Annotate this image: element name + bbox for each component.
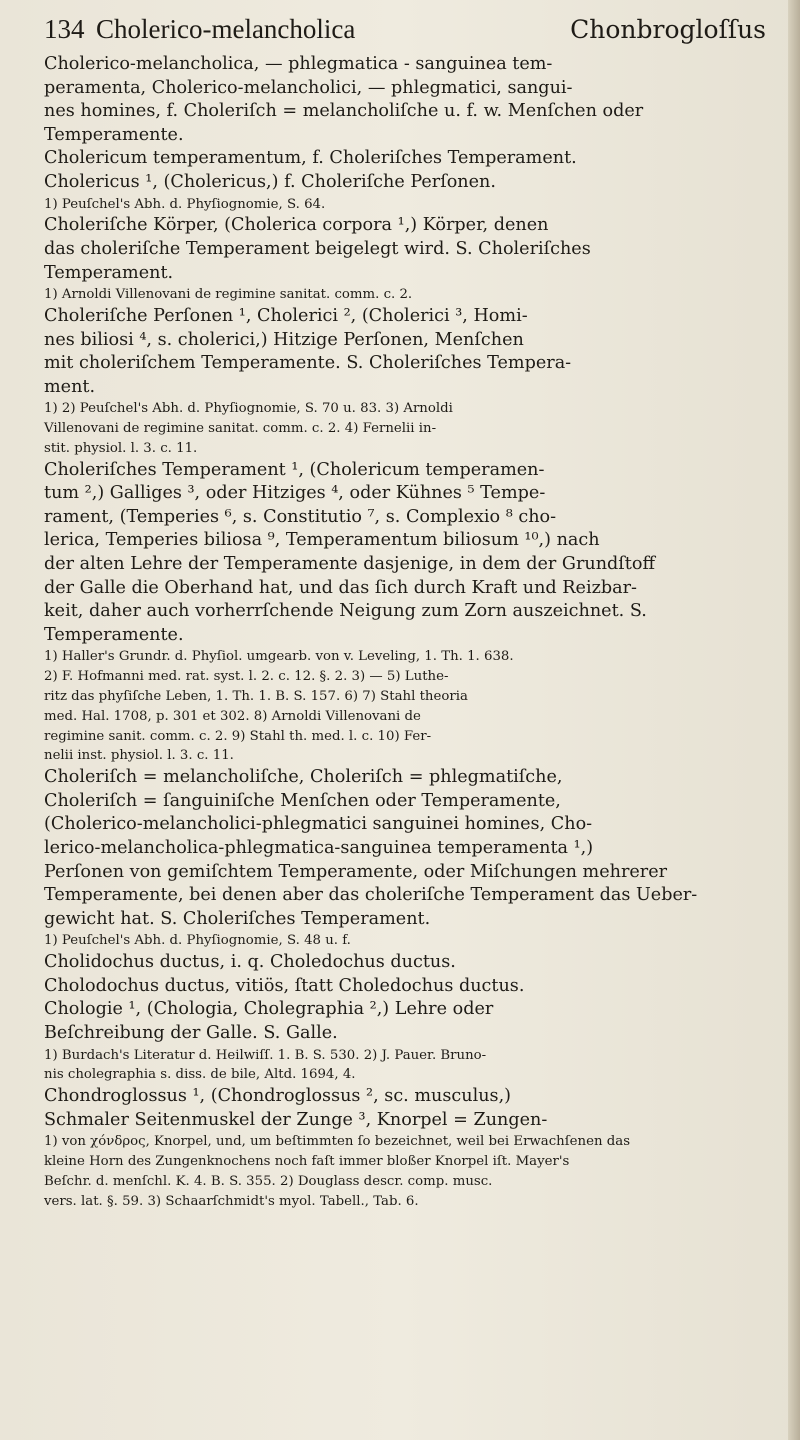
entry-chondroglossus xyxy=(44,1085,766,1132)
footnote-line: 2) F. Hofmanni med. rat. syst. l. 2. c. 12. §. 2. 3) — 5) Luthe- xyxy=(44,669,449,685)
entry-line: lerico-melancholica-phlegmatica-sanguinea temperamenta ¹,) xyxy=(44,838,594,859)
footnote-line: 1) 2) Peuſchel's Abh. d. Phyſiognomie, S. 70 u. 83. 3) Arnoldi xyxy=(44,401,453,417)
entry-line: der Galle die Oberhand hat, und das ſich durch Kraft und Reizbar- xyxy=(44,577,637,598)
entry-cholerische-personen xyxy=(44,305,766,399)
footnote-line: nis cholegraphia s. diss. de bile, Altd. 1694, 4. xyxy=(44,1067,356,1083)
footnote-line: 1) von χόνδρος, Knorpel, und, um beſtimmten ſo bezeichnet, weil bei Erwachſenen das xyxy=(44,1134,631,1150)
entry-line: lerica, Temperies biliosa ⁹, Temperamentum biliosum ¹⁰,) nach xyxy=(44,530,600,551)
entry-line: Temperamente. xyxy=(44,124,184,145)
footnote-line: nelii inst. physiol. l. 3. c. 11. xyxy=(44,748,234,764)
footnotes xyxy=(44,195,766,215)
entry-line: Choleriſche Körper, (Cholerica corpora ¹,) Körper, denen xyxy=(44,215,549,236)
footnotes xyxy=(44,399,766,458)
footnote-line: 1) Peuſchel's Abh. d. Phyſiognomie, S. 64. xyxy=(44,196,326,212)
footnote-line: vers. lat. §. 59. 3) Schaarſchmidt's myol. Tabell., Tab. 6. xyxy=(44,1193,419,1209)
footnote-line: ritz das phyſiſche Leben, 1. Th. 1. B. S. 157. 6) 7) Stahl theoria xyxy=(44,689,468,705)
footnotes xyxy=(44,931,766,951)
running-title-right: Chonbrogloſſus xyxy=(570,15,766,44)
entry-line: Cholidochus ductus, i. q. Choledochus ductus. xyxy=(44,952,456,973)
entry-line: tum ²,) Galliges ³, oder Hitziges ⁴, oder Kühnes ⁵ Tempe- xyxy=(44,483,546,504)
footnotes xyxy=(44,1132,766,1211)
entry-line: Cholericum temperamentum, f. Choleriſches Temperament. xyxy=(44,148,577,169)
entry-cholerisches-temperament xyxy=(44,459,766,648)
entry-line: keit, daher auch vorherrſchende Neigung zum Zorn auszeichnet. S. xyxy=(44,601,647,622)
entry-line: Choleriſche Perſonen ¹, Cholerici ², (Cholerici ³, Homi- xyxy=(44,305,528,326)
entry-line: peramenta, Cholerico-melancholici, — phlegmatici, sangui- xyxy=(44,77,573,98)
entry-line: Chondroglossus ¹, (Chondroglossus ², sc. musculus,) xyxy=(44,1086,512,1107)
entry-line: rament, (Temperies ⁶, s. Constitutio ⁷, s. Complexio ⁸ cho- xyxy=(44,506,557,527)
running-header xyxy=(44,12,766,47)
footnotes xyxy=(44,285,766,305)
footnote-line: 1) Haller's Grundr. d. Phyſiol. umgearb. von v. Leveling, 1. Th. 1. 638. xyxy=(44,649,514,665)
entry-cholerico-melancholica xyxy=(44,53,766,147)
footnotes xyxy=(44,1046,766,1086)
footnotes xyxy=(44,647,766,766)
entry-cholericum-cholericus xyxy=(44,147,766,194)
entry-line: nes biliosi ⁴, s. cholerici,) Hitzige Perſonen, Menſchen xyxy=(44,329,524,350)
footnote-line: Beſchr. d. menſchl. K. 4. B. S. 355. 2) Douglass descr. comp. musc. xyxy=(44,1173,493,1189)
footnote-line: 1) Peuſchel's Abh. d. Phyſiognomie, S. 48 u. f. xyxy=(44,933,351,949)
footnote-line: 1) Burdach's Literatur d. Heilwiſſ. 1. B. S. 530. 2) J. Pauer. Bruno- xyxy=(44,1047,487,1063)
footnote-line: med. Hal. 1708, p. 301 et 302. 8) Arnoldi Villenovani de xyxy=(44,708,421,724)
entry-cholidochus-chologie xyxy=(44,951,766,1045)
entry-line: Perſonen von gemiſchtem Temperamente, oder Miſchungen mehrerer xyxy=(44,861,668,882)
entry-line: ment. xyxy=(44,376,96,397)
entry-line: das choleriſche Temperament beigelegt wird. S. Choleriſches xyxy=(44,238,591,259)
page-gutter-shadow xyxy=(788,0,800,1440)
entry-line: Temperament. xyxy=(44,262,174,283)
entry-line: der alten Lehre der Temperamente dasjenige, in dem der Grundſtoff xyxy=(44,554,655,575)
page-number: 134 xyxy=(44,14,85,44)
footnote-line: Villenovani de regimine sanitat. comm. c. 2. 4) Fernelii in- xyxy=(44,421,437,437)
footnote-line: stit. physiol. l. 3. c. 11. xyxy=(44,440,198,456)
footnote-line: regimine sanit. comm. c. 2. 9) Stahl th. med. l. c. 10) Fer- xyxy=(44,728,432,744)
entry-line: Beſchreibung der Galle. S. Galle. xyxy=(44,1022,338,1043)
entry-line: Choleriſch = melancholiſche, Choleriſch = phlegmatiſche, xyxy=(44,767,563,788)
entry-line: Cholericus ¹, (Cholericus,) f. Choleriſche Perſonen. xyxy=(44,171,496,192)
entry-line: mit choleriſchem Temperamente. S. Choleriſches Tempera- xyxy=(44,353,572,374)
footnote-line: 1) Arnoldi Villenovani de regimine sanitat. comm. c. 2. xyxy=(44,287,413,303)
entry-line: gewicht hat. S. Choleriſches Temperament. xyxy=(44,908,431,929)
running-title-left: Cholerico-melancholica xyxy=(96,14,356,44)
entry-line: Cholerico-melancholica, — phlegmatica - sanguinea tem- xyxy=(44,54,553,74)
footnote-line: kleine Horn des Zungenknochens noch faſt immer bloßer Knorpel iſt. Mayer's xyxy=(44,1154,570,1170)
entry-line: Choleriſch = ſanguiniſche Menſchen oder Temperamente, xyxy=(44,790,561,811)
entry-line: nes homines, f. Choleriſch = melancholiſche u. f. w. Menſchen oder xyxy=(44,101,644,122)
entry-line: Cholodochus ductus, vitiös, ſtatt Choledochus ductus. xyxy=(44,975,525,996)
entry-cholerisch-gemischt xyxy=(44,766,766,931)
entry-line: Temperamente. xyxy=(44,624,184,645)
entry-line: Temperamente, bei denen aber das choleriſche Temperament das Ueber- xyxy=(44,885,698,906)
entry-line: Chologie ¹, (Chologia, Cholegraphia ²,) Lehre oder xyxy=(44,999,494,1020)
entry-line: (Cholerico-melancholici-phlegmatici sanguinei homines, Cho- xyxy=(44,814,593,835)
entry-cholerische-koerper xyxy=(44,214,766,285)
entry-line: Choleriſches Temperament ¹, (Cholericum temperamen- xyxy=(44,459,545,480)
entry-line: Schmaler Seitenmuskel der Zunge ³, Knorpel = Zungen- xyxy=(44,1109,548,1130)
